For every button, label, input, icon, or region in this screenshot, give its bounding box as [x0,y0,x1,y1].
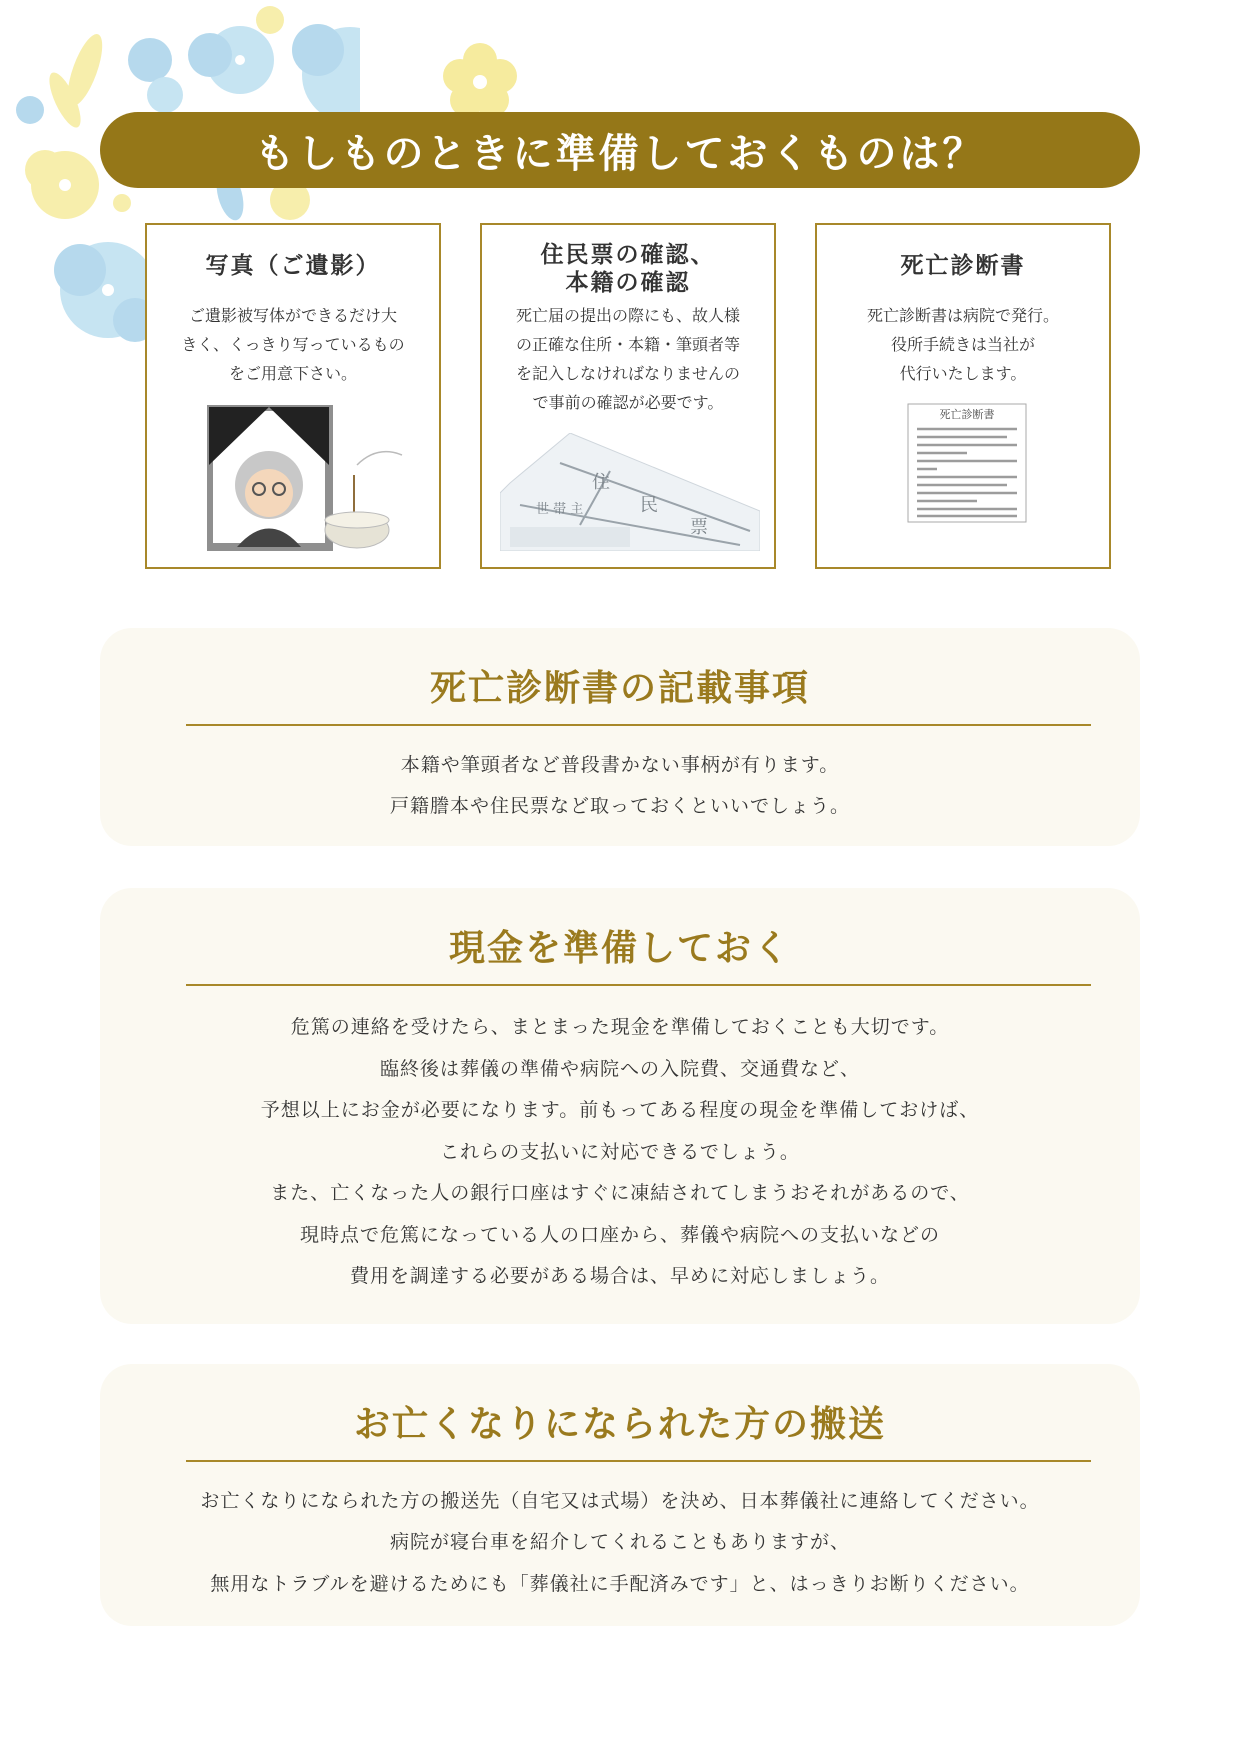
section-prepare-cash [100,888,1140,1324]
card-title: 写真（ご遺影） [205,253,381,279]
image-text-c: 票 [690,517,708,538]
section-title: お亡くなりになられた方の搬送 [353,1404,886,1445]
section-text-line: 無用なトラブルを避けるためにも「葬儀社に手配済みです」と、はっきりお断りください。 [210,1573,1030,1595]
section-title: 死亡診断書の記載事項 [429,668,810,709]
document-icon [907,403,1029,525]
section-text-line: 費用を調達する必要がある場合は、早めに対応しましょう。 [349,1265,890,1287]
section-text-line: 戸籍謄本や住民票など取っておくといいでしょう。 [389,795,850,817]
section-divider [186,724,1091,726]
card-body-line: 死亡診断書は病院で発行。 [866,306,1059,325]
card-body-line: を記入しなければなりませんの [515,364,740,383]
section-text-line: 臨終後は葬儀の準備や病院への入院費、交通費など、 [379,1058,860,1080]
card-title: 死亡診断書 [900,253,1026,279]
document-label: 死亡診断書 [939,408,995,421]
section-text-line: 本籍や筆頭者など普段書かない事柄が有ります。 [400,754,840,776]
section-text-line: お亡くなりになられた方の搬送先（自宅又は式場）を決め、日本葬儀社に連絡してください。 [200,1490,1040,1512]
section-transport [100,1364,1140,1626]
card-body-line: きく、くっきり写っているもの [181,335,405,354]
memorial-portrait-icon [207,405,407,555]
card-title [482,241,774,297]
image-text-a: 住 [592,472,610,493]
section-text-line: 現時点で危篤になっている人の口座から、葬儀や病院への支払いなどの [299,1224,940,1246]
card-resident-register [480,223,776,569]
image-text-d: 世 帯 主 [536,502,584,517]
section-certificate-details [100,628,1140,846]
card-body-line: 役所手続きは当社が [890,335,1035,354]
section-text-line: これらの支払いに対応できるでしょう。 [440,1141,800,1163]
card-title-line: 本籍の確認 [565,270,691,296]
section-divider [186,984,1091,986]
section-title: 現金を準備しておく [448,928,791,969]
card-body [165,301,421,388]
resident-register-image-icon [500,433,760,551]
card-body-line: をご用意下さい。 [228,364,357,383]
card-death-certificate [815,223,1111,569]
section-text-line: また、亡くなった人の銀行口座はすぐに凍結されてしまうおそれがあるので、 [270,1182,970,1204]
page-title-banner [100,112,1140,188]
card-body-line: ご遺影被写体ができるだけ大 [188,306,397,325]
card-body-line: 死亡届の提出の際にも、故人様 [515,306,740,325]
card-body [835,301,1091,388]
card-body [500,301,756,417]
section-divider [186,1460,1091,1462]
section-text-line: 予想以上にお金が必要になります。前もってある程度の現金を準備しておけば、 [260,1099,980,1121]
page-title: もしものときに準備しておくものは？ [254,130,986,177]
card-photo [145,223,441,569]
card-title-line: 住民票の確認、 [540,242,716,268]
section-text-line: 病院が寝台車を紹介してくれることもありますが、 [389,1531,850,1553]
card-body-line: で事前の確認が必要です。 [532,393,724,412]
yellow-flower-icon [440,40,520,120]
card-body-line: 代行いたします。 [899,364,1027,383]
section-text-line: 危篤の連絡を受けたら、まとまった現金を準備しておくことも大切です。 [290,1016,950,1038]
image-text-b: 民 [640,495,658,516]
card-body-line: の正確な住所・本籍・筆頭者等 [515,335,740,354]
